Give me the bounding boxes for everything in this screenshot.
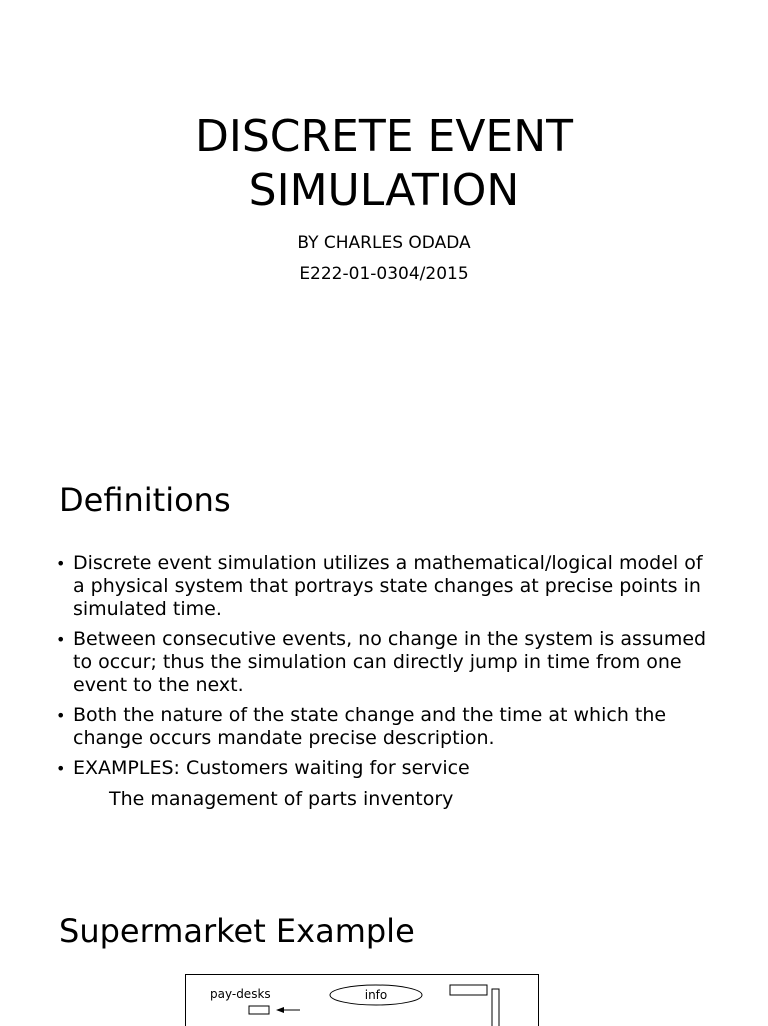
- info-label: info: [365, 988, 388, 1002]
- title-line-1: DISCRETE EVENT: [0, 110, 768, 164]
- bullet-icon: •: [56, 552, 65, 575]
- bullet-item: • EXAMPLES: Customers waiting for service The management of parts inventory: [56, 757, 716, 811]
- bullet-icon: •: [56, 628, 65, 651]
- author-name: BY CHARLES ODADA: [0, 233, 768, 253]
- bullet-item: • Discrete event simulation utilizes a mathematical/logical model of a physical system that portrays state changes at precise points in simulated time.: [56, 552, 716, 621]
- slide-heading: Definitions: [59, 480, 231, 520]
- bullet-list: [56, 552, 716, 818]
- bullet-icon: •: [56, 704, 65, 727]
- supermarket-diagram: [185, 974, 540, 1026]
- slide-heading: Supermarket Example: [59, 911, 415, 951]
- arrow-left-icon: [276, 1007, 284, 1013]
- bullet-icon: •: [56, 757, 65, 780]
- title-slide: [0, 0, 768, 440]
- student-id: E222-01-0304/2015: [0, 264, 768, 284]
- title-line-2: SIMULATION: [0, 164, 768, 218]
- paydesks-label: pay-desks: [210, 987, 271, 1001]
- aisle-shelf: [492, 989, 499, 1026]
- bullet-sub-line: The management of parts inventory: [73, 788, 716, 811]
- paydesk-box: [249, 1006, 269, 1014]
- slide-title: [0, 110, 768, 218]
- definitions-slide: [0, 440, 768, 880]
- shelf-box: [450, 985, 487, 995]
- bullet-item: • Both the nature of the state change and the time at which the change occurs mandate precise description.: [56, 704, 716, 750]
- bullet-item: • Between consecutive events, no change in the system is assumed to occur; thus the simulation can directly jump in time from one event to the next.: [56, 628, 716, 697]
- supermarket-slide: [0, 880, 768, 1024]
